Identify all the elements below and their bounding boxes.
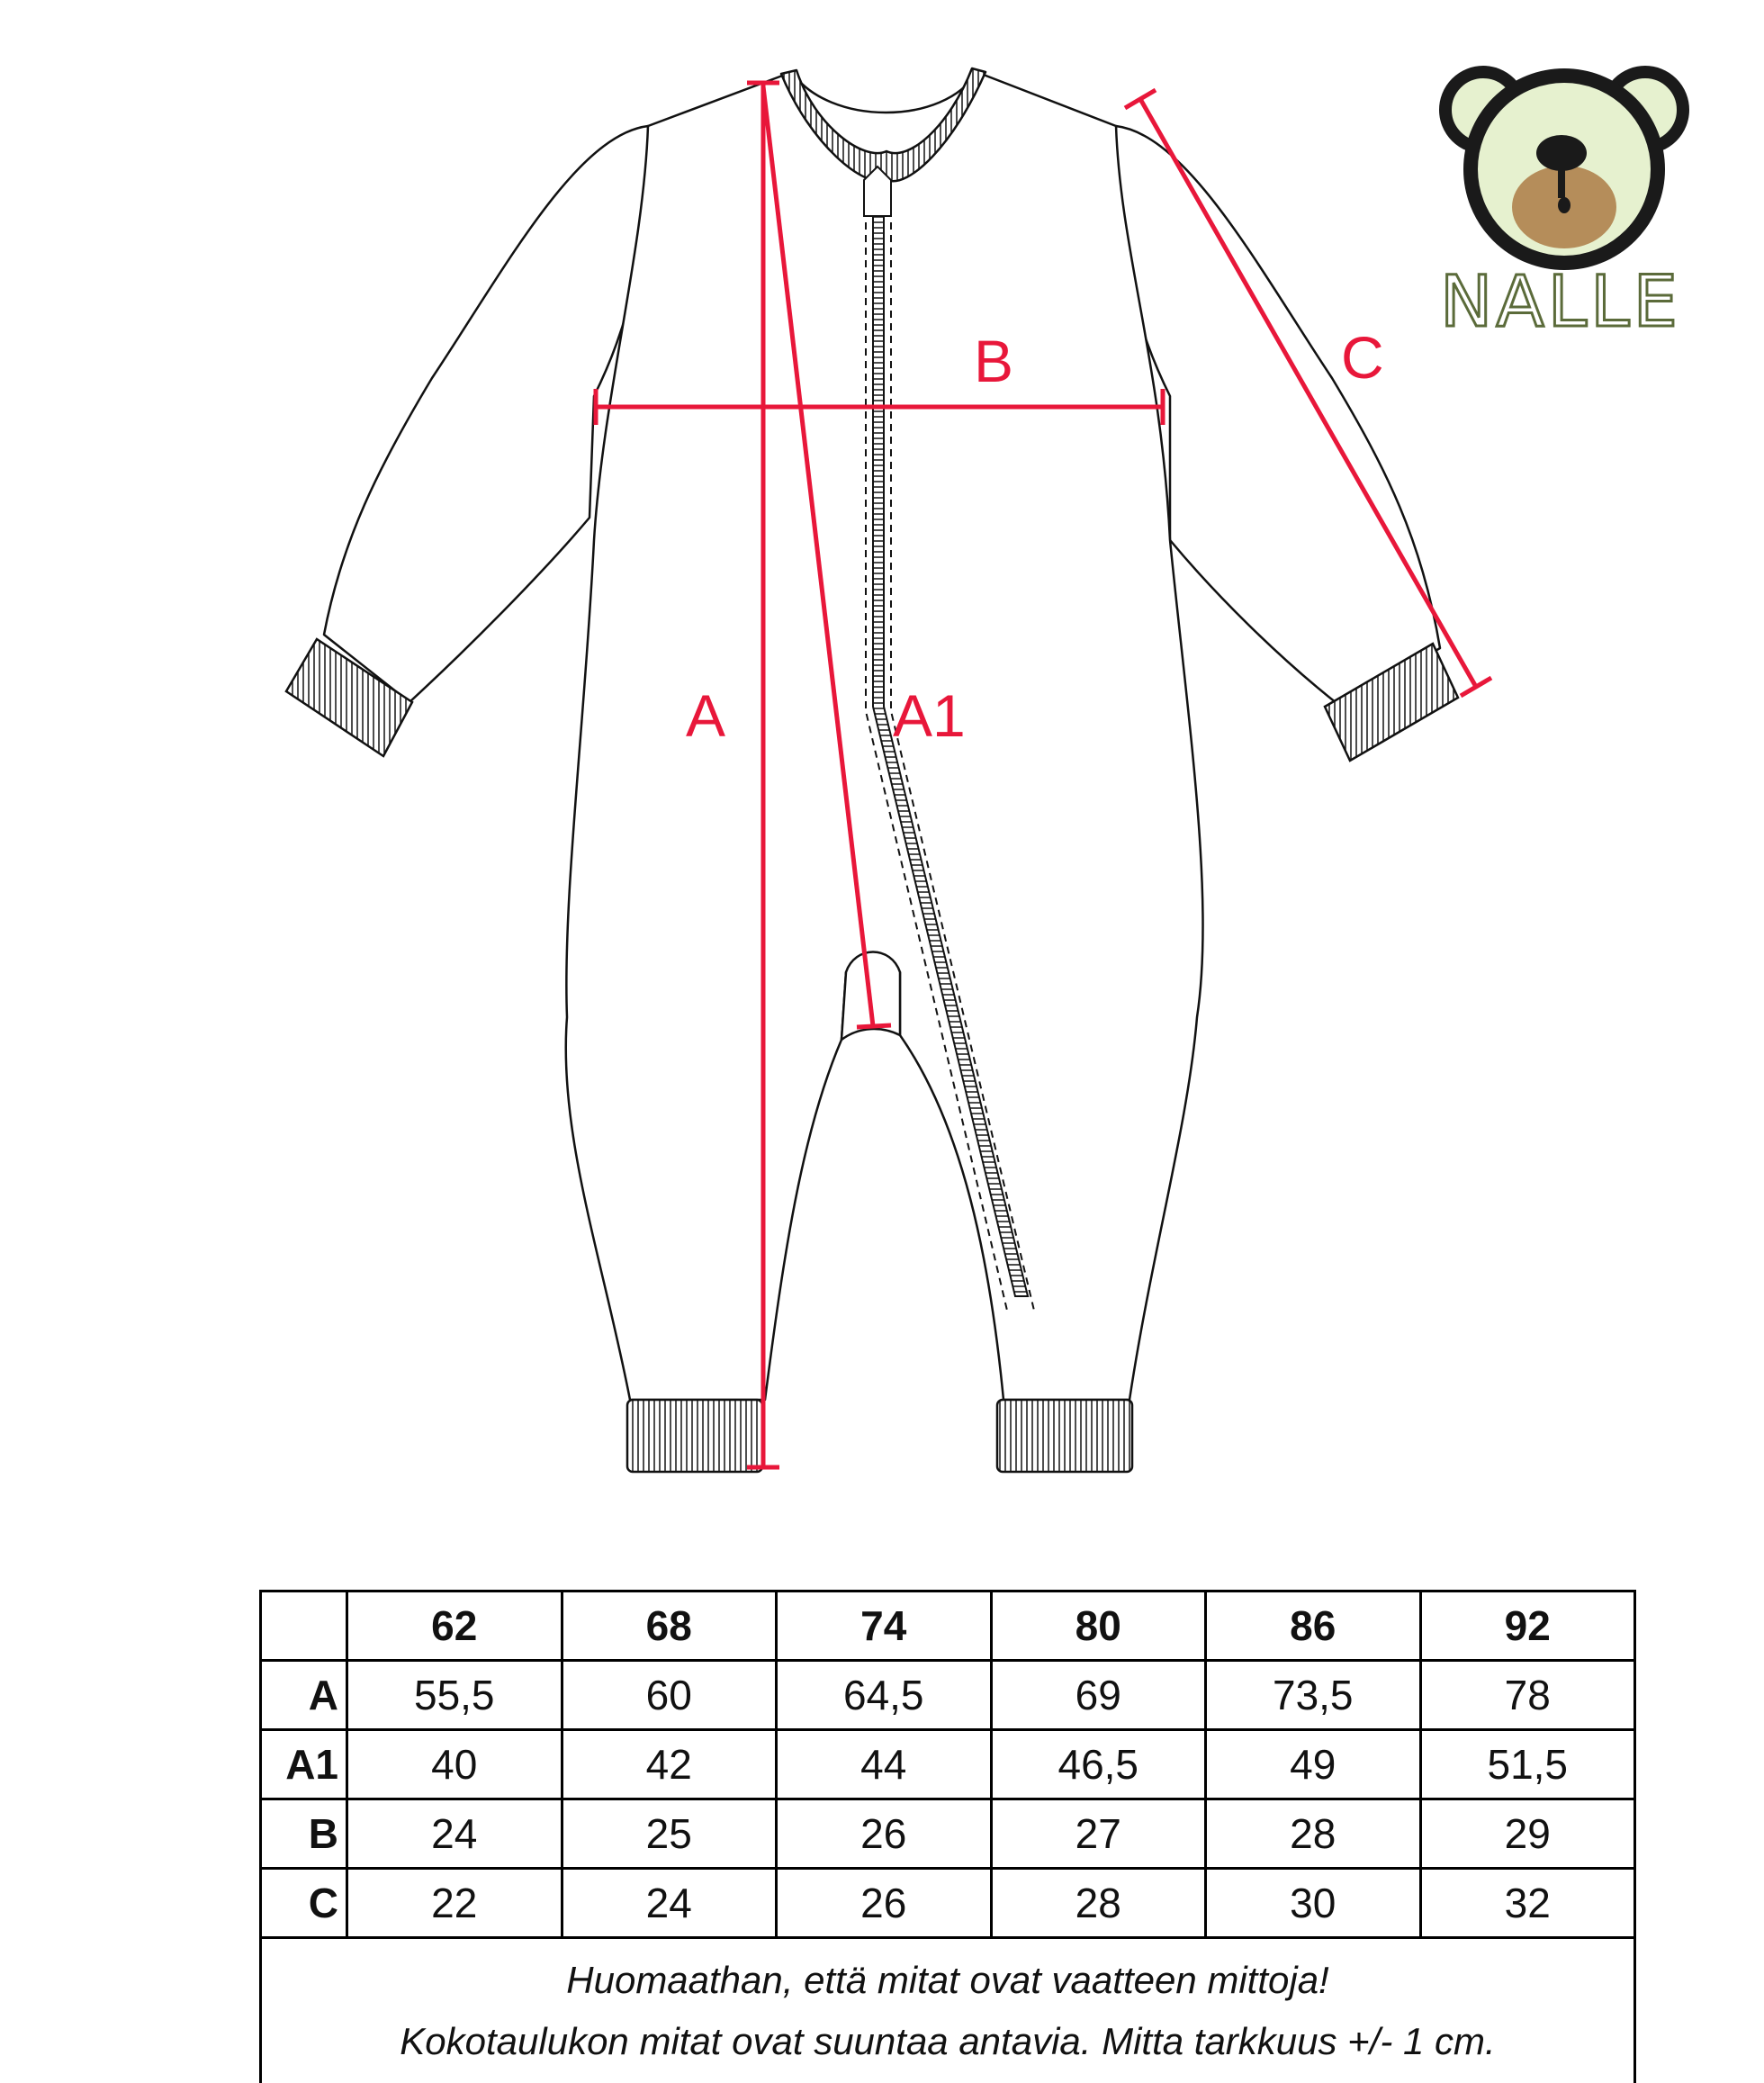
corner-cell bbox=[261, 1592, 347, 1661]
table-cell: 51,5 bbox=[1420, 1730, 1635, 1799]
size-header: 86 bbox=[1206, 1592, 1421, 1661]
size-header-row bbox=[261, 1592, 1635, 1661]
size-header: 92 bbox=[1420, 1592, 1635, 1661]
table-cell: 49 bbox=[1206, 1730, 1421, 1799]
size-table bbox=[259, 1590, 1636, 2083]
left-ankle-cuff bbox=[627, 1400, 762, 1472]
note-row bbox=[261, 1938, 1635, 2083]
row-label: A1 bbox=[261, 1730, 347, 1799]
table-cell: 27 bbox=[991, 1799, 1206, 1869]
table-row bbox=[261, 1869, 1635, 1938]
table-cell: 78 bbox=[1420, 1661, 1635, 1730]
table-cell: 73,5 bbox=[1206, 1661, 1421, 1730]
teddy-bear-head-icon bbox=[1445, 72, 1683, 263]
label-c: C bbox=[1341, 324, 1384, 391]
size-header: 62 bbox=[347, 1592, 562, 1661]
table-cell: 69 bbox=[991, 1661, 1206, 1730]
table-cell: 28 bbox=[1206, 1799, 1421, 1869]
table-cell: 28 bbox=[991, 1869, 1206, 1938]
size-header: 74 bbox=[777, 1592, 992, 1661]
table-cell: 26 bbox=[777, 1799, 992, 1869]
table-cell: 32 bbox=[1420, 1869, 1635, 1938]
table-row bbox=[261, 1661, 1635, 1730]
note-line: Kokotaulukon mitat ovat suuntaa antavia. Mitta tarkkuus +/- 1 cm. bbox=[262, 2011, 1634, 2072]
table-cell: 44 bbox=[777, 1730, 992, 1799]
size-header: 80 bbox=[991, 1592, 1206, 1661]
table-cell: 29 bbox=[1420, 1799, 1635, 1869]
label-b: B bbox=[974, 328, 1013, 394]
table-cell: 30 bbox=[1206, 1869, 1421, 1938]
label-a1: A1 bbox=[893, 682, 966, 749]
table-cell: 25 bbox=[562, 1799, 777, 1869]
table-cell: 22 bbox=[347, 1869, 562, 1938]
row-label: A bbox=[261, 1661, 347, 1730]
table-cell: 24 bbox=[562, 1869, 777, 1938]
brand-name: NALLE bbox=[1440, 262, 1681, 342]
table-cell: 60 bbox=[562, 1661, 777, 1730]
table-row bbox=[261, 1799, 1635, 1869]
table-cell: 55,5 bbox=[347, 1661, 562, 1730]
row-label: B bbox=[261, 1799, 347, 1869]
row-label: C bbox=[261, 1869, 347, 1938]
table-note bbox=[261, 1938, 1635, 2083]
table-cell: 40 bbox=[347, 1730, 562, 1799]
table-cell: 24 bbox=[347, 1799, 562, 1869]
note-line: Huomaathan, että mitat ovat vaatteen mittoja! bbox=[262, 1950, 1634, 2011]
label-a: A bbox=[686, 682, 725, 749]
table-row bbox=[261, 1730, 1635, 1799]
right-ankle-cuff bbox=[997, 1400, 1132, 1472]
size-header: 68 bbox=[562, 1592, 777, 1661]
table-cell: 64,5 bbox=[777, 1661, 992, 1730]
nalle-logo bbox=[1413, 54, 1737, 342]
table-cell: 42 bbox=[562, 1730, 777, 1799]
table-cell: 26 bbox=[777, 1869, 992, 1938]
table-cell: 46,5 bbox=[991, 1730, 1206, 1799]
